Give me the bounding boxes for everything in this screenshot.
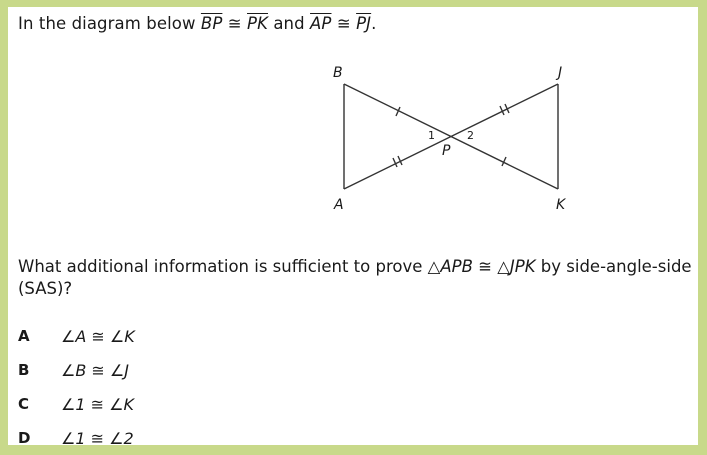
segment-ap: $\overline{AP}$ — [310, 14, 332, 33]
choice-letter: D — [18, 429, 31, 447]
angle-label-1: 1 — [428, 129, 435, 142]
question-card — [8, 7, 698, 448]
congruent-symbol: ≅ — [222, 14, 248, 33]
question-lead: What additional information is sufficient to prove — [18, 257, 428, 276]
choice-b[interactable] — [18, 353, 278, 387]
answer-choices — [18, 319, 278, 455]
vertex-label-p: P — [442, 143, 451, 159]
choice-c[interactable] — [18, 387, 278, 421]
segment-pk: $\overline{PK}$ — [247, 14, 268, 33]
choice-text: ∠A ≅ ∠K — [61, 326, 135, 346]
angle-label-2: 2 — [467, 129, 474, 142]
vertex-label-a: A — [334, 197, 344, 213]
segment-bp: $\overline{BP}$ — [200, 14, 223, 33]
question-text — [18, 256, 698, 300]
question-tail: by side-angle-side (SAS)? — [18, 257, 692, 298]
vertex-label-k: K — [556, 197, 566, 213]
choice-text: ∠1 ≅ ∠2 — [61, 428, 134, 448]
bowtie-triangle-diagram — [8, 7, 698, 247]
triangle-apb: △APB — [427, 257, 473, 276]
segment-pj: $\overline{PJ}$ — [356, 14, 372, 33]
choice-letter: A — [18, 327, 30, 345]
choice-letter: B — [18, 361, 30, 379]
choice-text: ∠B ≅ ∠J — [61, 360, 129, 380]
vertex-label-j: J — [558, 65, 563, 81]
choice-text: ∠1 ≅ ∠K — [61, 394, 134, 414]
choice-d[interactable] — [18, 421, 278, 455]
congruent-symbol: ≅ — [472, 257, 498, 276]
intro-and: and — [268, 14, 311, 33]
congruent-symbol: ≅ — [331, 14, 357, 33]
triangle-jpk: △JPK — [497, 257, 536, 276]
intro-lead: In the diagram below — [18, 14, 201, 33]
choice-a[interactable] — [18, 319, 278, 353]
double-tick-mark-ap — [393, 158, 397, 167]
intro-end: . — [371, 14, 377, 33]
choice-letter: C — [18, 395, 30, 413]
vertex-label-b: B — [333, 65, 343, 81]
